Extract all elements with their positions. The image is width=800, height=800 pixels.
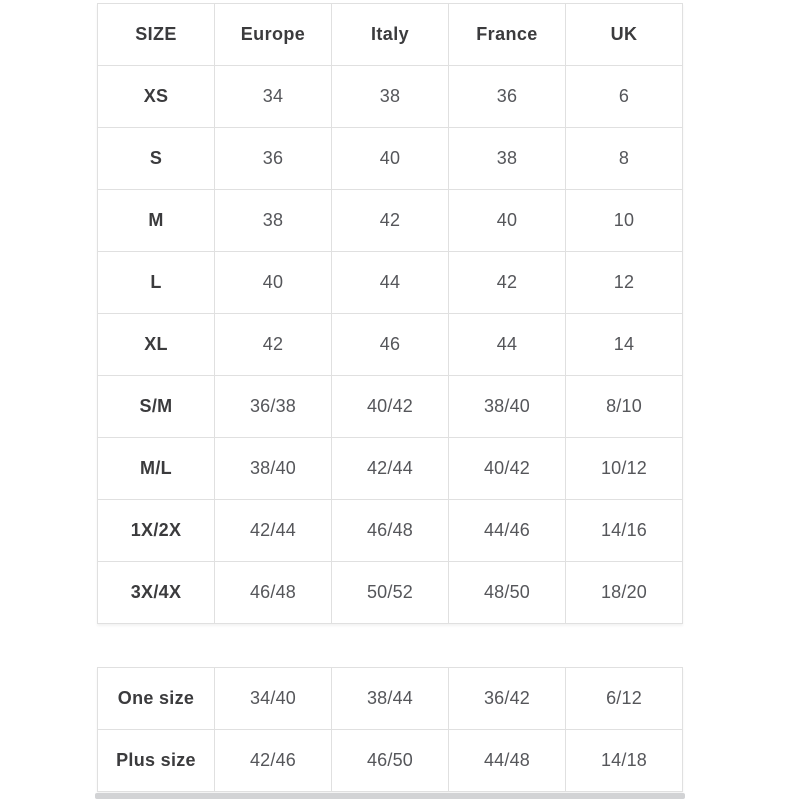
one-size-plus-size-table <box>97 667 683 792</box>
value-cell: 42/44 <box>215 500 332 562</box>
value-cell: 38/40 <box>449 376 566 438</box>
value-cell: 50/52 <box>332 562 449 624</box>
value-cell: 38 <box>332 66 449 128</box>
value-cell: 44 <box>332 252 449 314</box>
size-label-cell: M <box>98 190 215 252</box>
value-cell: 36 <box>449 66 566 128</box>
value-cell: 36/42 <box>449 668 566 730</box>
size-label-cell: XS <box>98 66 215 128</box>
size-label-cell: One size <box>98 668 215 730</box>
value-cell: 14/16 <box>566 500 683 562</box>
value-cell: 42 <box>449 252 566 314</box>
table-row <box>98 438 683 500</box>
table-row <box>98 376 683 438</box>
value-cell: 14/18 <box>566 730 683 792</box>
value-cell: 46 <box>332 314 449 376</box>
table-row <box>98 314 683 376</box>
size-label-cell: S <box>98 128 215 190</box>
value-cell: 44/46 <box>449 500 566 562</box>
size-label-cell: Plus size <box>98 730 215 792</box>
value-cell: 14 <box>566 314 683 376</box>
value-cell: 8 <box>566 128 683 190</box>
value-cell: 34 <box>215 66 332 128</box>
size-label-cell: M/L <box>98 438 215 500</box>
column-header: Italy <box>332 4 449 66</box>
column-header: France <box>449 4 566 66</box>
column-header: UK <box>566 4 683 66</box>
value-cell: 10 <box>566 190 683 252</box>
value-cell: 36 <box>215 128 332 190</box>
table-row <box>98 252 683 314</box>
value-cell: 40 <box>449 190 566 252</box>
value-cell: 38 <box>449 128 566 190</box>
table-row <box>98 66 683 128</box>
size-label-cell: 3X/4X <box>98 562 215 624</box>
table-row <box>98 730 683 792</box>
size-label-cell: XL <box>98 314 215 376</box>
value-cell: 40/42 <box>449 438 566 500</box>
value-cell: 6/12 <box>566 668 683 730</box>
header-row <box>98 4 683 66</box>
value-cell: 46/48 <box>215 562 332 624</box>
value-cell: 40 <box>332 128 449 190</box>
value-cell: 38 <box>215 190 332 252</box>
size-label-cell: 1X/2X <box>98 500 215 562</box>
value-cell: 38/40 <box>215 438 332 500</box>
size-conversion-table-block <box>97 3 683 624</box>
value-cell: 40 <box>215 252 332 314</box>
value-cell: 40/42 <box>332 376 449 438</box>
value-cell: 46/50 <box>332 730 449 792</box>
table-row <box>98 668 683 730</box>
value-cell: 6 <box>566 66 683 128</box>
table-row <box>98 500 683 562</box>
size-label-cell: S/M <box>98 376 215 438</box>
value-cell: 8/10 <box>566 376 683 438</box>
value-cell: 36/38 <box>215 376 332 438</box>
table-row <box>98 562 683 624</box>
value-cell: 44 <box>449 314 566 376</box>
size-label-cell: L <box>98 252 215 314</box>
value-cell: 10/12 <box>566 438 683 500</box>
value-cell: 42 <box>215 314 332 376</box>
value-cell: 48/50 <box>449 562 566 624</box>
table-row <box>98 190 683 252</box>
value-cell: 34/40 <box>215 668 332 730</box>
column-header: Europe <box>215 4 332 66</box>
horizontal-scrollbar[interactable] <box>95 793 685 799</box>
value-cell: 42/46 <box>215 730 332 792</box>
column-header: SIZE <box>98 4 215 66</box>
special-sizes-table-block <box>97 667 683 792</box>
value-cell: 42/44 <box>332 438 449 500</box>
value-cell: 44/48 <box>449 730 566 792</box>
value-cell: 38/44 <box>332 668 449 730</box>
size-conversion-table <box>97 3 683 624</box>
value-cell: 46/48 <box>332 500 449 562</box>
value-cell: 12 <box>566 252 683 314</box>
value-cell: 18/20 <box>566 562 683 624</box>
value-cell: 42 <box>332 190 449 252</box>
table-row <box>98 128 683 190</box>
